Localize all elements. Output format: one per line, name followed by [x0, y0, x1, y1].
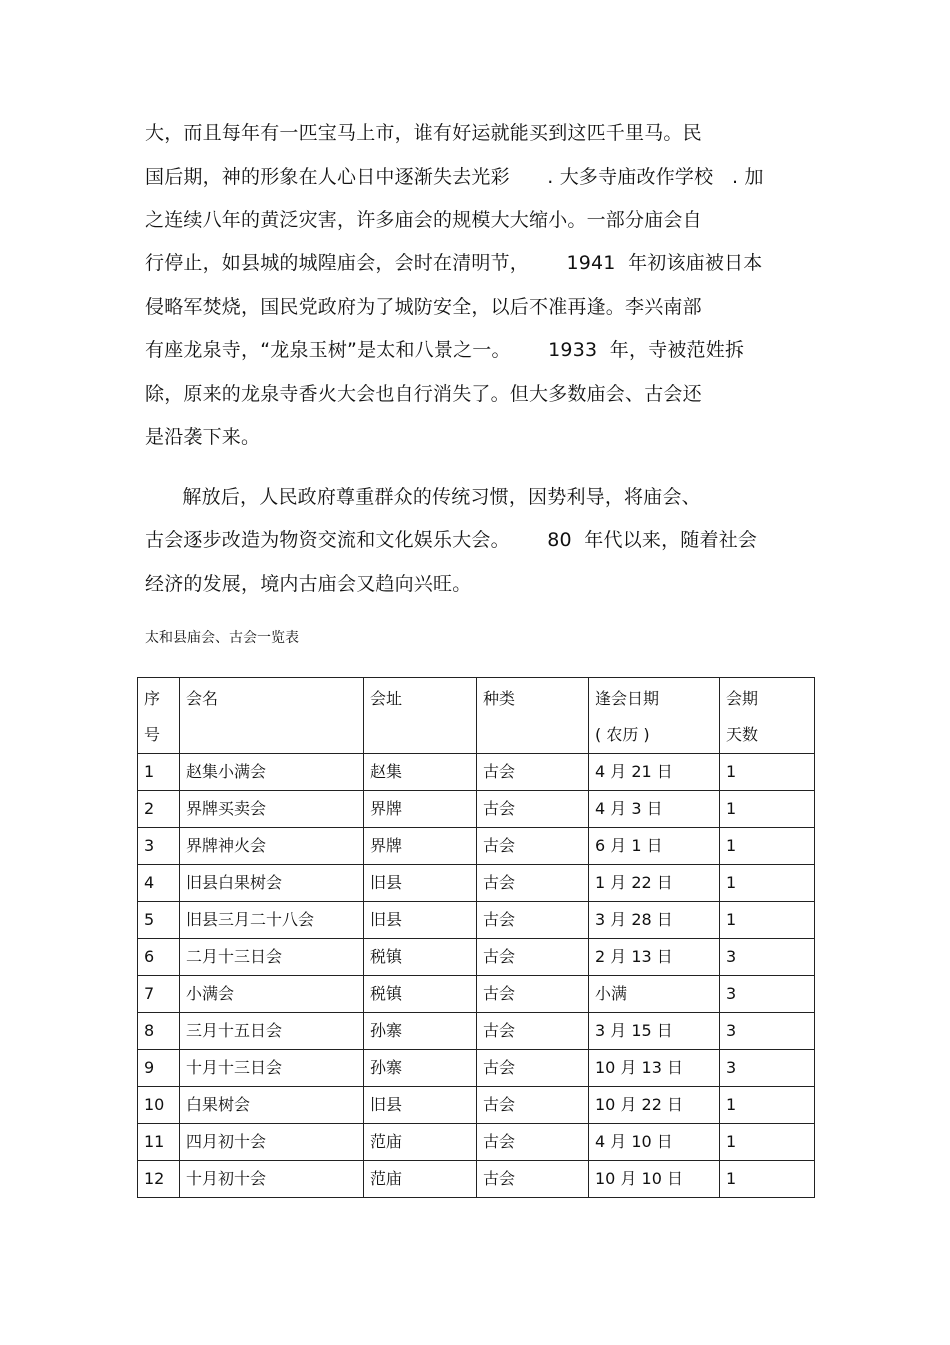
cell-duration: 1: [720, 1161, 815, 1198]
cell-fair-name: 赵集小满会: [180, 754, 364, 791]
cell-fair-name: 白果树会: [180, 1087, 364, 1124]
table-header-row: [138, 678, 815, 754]
cell-duration: 1: [720, 828, 815, 865]
table-row: [138, 828, 815, 865]
table-caption: 太和县庙会、古会一览表: [145, 630, 299, 646]
cell-duration: 1: [720, 754, 815, 791]
cell-fair-name: 十月初十会: [180, 1161, 364, 1198]
header-fair-name: 会名: [180, 678, 364, 754]
cell-duration: 1: [720, 902, 815, 939]
table-row: [138, 791, 815, 828]
table-row: [138, 1161, 815, 1198]
cell-fair-name: 十月十三日会: [180, 1050, 364, 1087]
cell-type: 古会: [477, 865, 589, 902]
cell-date: 2 月 13 日: [589, 939, 720, 976]
cell-location: 赵集: [364, 754, 477, 791]
cell-serial: 12: [138, 1161, 180, 1198]
cell-type: 古会: [477, 791, 589, 828]
cell-location: 旧县: [364, 902, 477, 939]
table-row: [138, 1013, 815, 1050]
cell-duration: 1: [720, 1124, 815, 1161]
cell-location: 范庙: [364, 1161, 477, 1198]
body-text-line: 国后期，神的形象在人心日中逐渐失去光彩 . 大多寺庙改作学校 . 加: [145, 166, 764, 188]
cell-date: 10 月 10 日: [589, 1161, 720, 1198]
cell-type: 古会: [477, 1161, 589, 1198]
cell-fair-name: 旧县三月二十八会: [180, 902, 364, 939]
cell-location: 界牌: [364, 828, 477, 865]
cell-serial: 9: [138, 1050, 180, 1087]
table-row: [138, 902, 815, 939]
cell-serial: 2: [138, 791, 180, 828]
header-duration: 会期 天数: [720, 678, 815, 754]
body-text-line: 经济的发展，境内古庙会又趋向兴旺。: [145, 573, 472, 595]
cell-location: 范庙: [364, 1124, 477, 1161]
cell-serial: 3: [138, 828, 180, 865]
cell-fair-name: 界牌神火会: [180, 828, 364, 865]
cell-date: 4 月 21 日: [589, 754, 720, 791]
cell-date: 1 月 22 日: [589, 865, 720, 902]
cell-serial: 6: [138, 939, 180, 976]
cell-location: 旧县: [364, 865, 477, 902]
cell-serial: 10: [138, 1087, 180, 1124]
cell-date: 10 月 13 日: [589, 1050, 720, 1087]
cell-duration: 1: [720, 1087, 815, 1124]
cell-date: 3 月 15 日: [589, 1013, 720, 1050]
cell-serial: 1: [138, 754, 180, 791]
body-text-line: 行停止，如县城的城隍庙会，会时在清明节， 1941 年初该庙被日本: [145, 252, 763, 274]
cell-fair-name: 二月十三日会: [180, 939, 364, 976]
cell-location: 孙寨: [364, 1013, 477, 1050]
cell-date: 小满: [589, 976, 720, 1013]
cell-serial: 8: [138, 1013, 180, 1050]
cell-date: 4 月 3 日: [589, 791, 720, 828]
cell-location: 界牌: [364, 791, 477, 828]
cell-serial: 5: [138, 902, 180, 939]
body-text-line: 大，而且每年有一匹宝马上市，谁有好运就能买到这匹千里马。民: [145, 122, 702, 144]
table-row: [138, 939, 815, 976]
cell-date: 4 月 10 日: [589, 1124, 720, 1161]
cell-duration: 1: [720, 865, 815, 902]
body-text-line: 有座龙泉寺，“龙泉玉树”是太和八景之一。 1933 年，寺被范姓拆: [145, 339, 745, 361]
cell-type: 古会: [477, 1050, 589, 1087]
cell-date: 10 月 22 日: [589, 1087, 720, 1124]
body-text-line: 古会逐步改造为物资交流和文化娱乐大会。 80 年代以来，随着社会: [145, 529, 758, 551]
cell-serial: 11: [138, 1124, 180, 1161]
cell-fair-name: 旧县白果树会: [180, 865, 364, 902]
cell-location: 孙寨: [364, 1050, 477, 1087]
header-date: 逢会日期 ( 农历 ): [589, 678, 720, 754]
cell-fair-name: 小满会: [180, 976, 364, 1013]
cell-duration: 3: [720, 939, 815, 976]
cell-type: 古会: [477, 939, 589, 976]
cell-serial: 4: [138, 865, 180, 902]
body-text-line: 之连续八年的黄泛灾害，许多庙会的规模大大缩小。一部分庙会自: [145, 209, 702, 231]
cell-duration: 3: [720, 1013, 815, 1050]
cell-fair-name: 界牌买卖会: [180, 791, 364, 828]
cell-duration: 1: [720, 791, 815, 828]
cell-fair-name: 四月初十会: [180, 1124, 364, 1161]
table-row: [138, 1050, 815, 1087]
header-location: 会址: [364, 678, 477, 754]
cell-type: 古会: [477, 1013, 589, 1050]
cell-serial: 7: [138, 976, 180, 1013]
body-text-line: 解放后，人民政府尊重群众的传统习惯，因势利导，将庙会、: [145, 486, 701, 508]
cell-location: 税镇: [364, 939, 477, 976]
cell-type: 古会: [477, 1124, 589, 1161]
body-text-line: 除，原来的龙泉寺香火大会也自行消失了。但大多数庙会、古会还: [145, 383, 702, 405]
cell-type: 古会: [477, 754, 589, 791]
cell-date: 3 月 28 日: [589, 902, 720, 939]
header-serial: 序 号: [138, 678, 180, 754]
table-row: [138, 865, 815, 902]
cell-fair-name: 三月十五日会: [180, 1013, 364, 1050]
cell-duration: 3: [720, 976, 815, 1013]
cell-type: 古会: [477, 828, 589, 865]
cell-duration: 3: [720, 1050, 815, 1087]
table-row: [138, 754, 815, 791]
cell-location: 税镇: [364, 976, 477, 1013]
table-row: [138, 1087, 815, 1124]
cell-type: 古会: [477, 1087, 589, 1124]
temple-fair-table: [137, 677, 815, 1198]
cell-date: 6 月 1 日: [589, 828, 720, 865]
table-row: [138, 1124, 815, 1161]
body-text-line: 侵略军焚烧，国民党政府为了城防安全，以后不准再逢。李兴南部: [145, 296, 702, 318]
header-type: 种类: [477, 678, 589, 754]
body-text-line: 是沿袭下来。: [145, 426, 261, 448]
cell-type: 古会: [477, 976, 589, 1013]
table-row: [138, 976, 815, 1013]
cell-type: 古会: [477, 902, 589, 939]
cell-location: 旧县: [364, 1087, 477, 1124]
